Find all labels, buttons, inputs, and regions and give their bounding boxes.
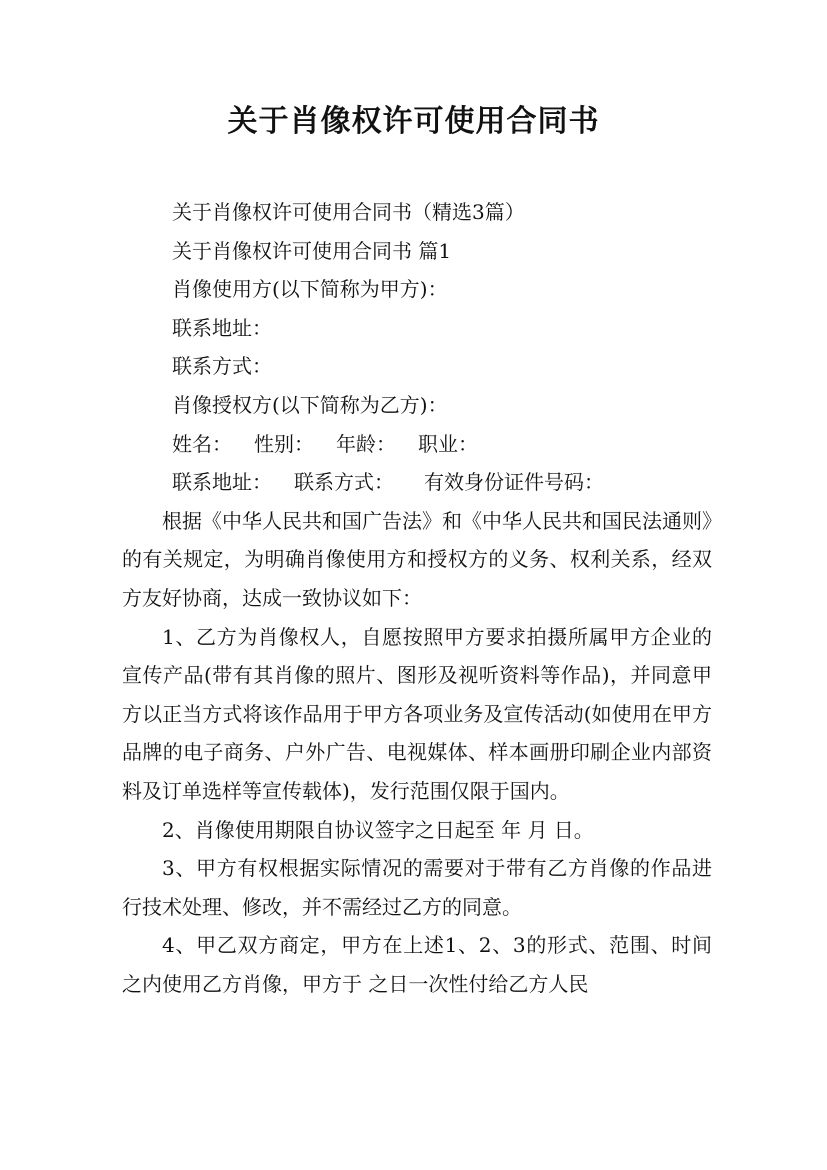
party-a-address: 联系地址：: [172, 315, 272, 340]
intro-paragraph: 根据《中华人民共和国广告法》和《中华人民共和国民法通则》的有关规定，为明确肖像使用方和授权方的义务、权利关系，经双方友好协商，达成一致协议如下：: [122, 508, 712, 610]
clause-1: 1、乙方为肖像权人，自愿按照甲方要求拍摄所属甲方企业的宣传产品(带有其肖像的照片、图形及视听资料等作品)，并同意甲方以正当方式将该作品用于甲方各项业务及宣传活动(如使用在甲方品牌的电子商务、户外广告、电视媒体、样本画册印刷企业内部资料及订单选样等宣传载体)，发行范围仅限于国内。: [122, 624, 712, 803]
field-occupation: 职业：: [418, 431, 478, 456]
field-address: 联系地址：: [172, 470, 272, 495]
field-gender: 性别：: [254, 431, 314, 456]
section-heading: 关于肖像权许可使用合同书 篇1: [172, 238, 452, 263]
clause-3: 3、甲方有权根据实际情况的需要对于带有乙方肖像的作品进行技术处理、修改，并不需经过乙方的同意。: [122, 856, 712, 919]
clause-4: 4、甲乙双方商定，甲方在上述1、2、3的形式、范围、时间之内使用乙方肖像，甲方于 之日一次性付给乙方人民: [122, 933, 712, 996]
clause-2: 2、肖像使用期限自协议签字之日起至 年 月 日。: [162, 817, 594, 842]
party-b-line: 肖像授权方(以下简称为乙方)：: [172, 392, 448, 417]
party-a-line: 肖像使用方(以下简称为甲方)：: [172, 277, 448, 302]
document-title: 关于肖像权许可使用合同书: [227, 104, 600, 139]
document-body: [122, 193, 712, 1003]
field-contact: 联系方式：: [294, 470, 394, 495]
party-b-fields: [122, 425, 712, 464]
field-age: 年龄：: [336, 431, 396, 456]
subtitle-line: 关于肖像权许可使用合同书（精选3篇）: [172, 200, 525, 224]
field-id-number: 有效身份证件号码：: [424, 470, 604, 495]
party-b-contact-fields: [122, 463, 712, 502]
field-name: 姓名：: [172, 431, 232, 456]
party-a-contact: 联系方式：: [172, 354, 272, 379]
